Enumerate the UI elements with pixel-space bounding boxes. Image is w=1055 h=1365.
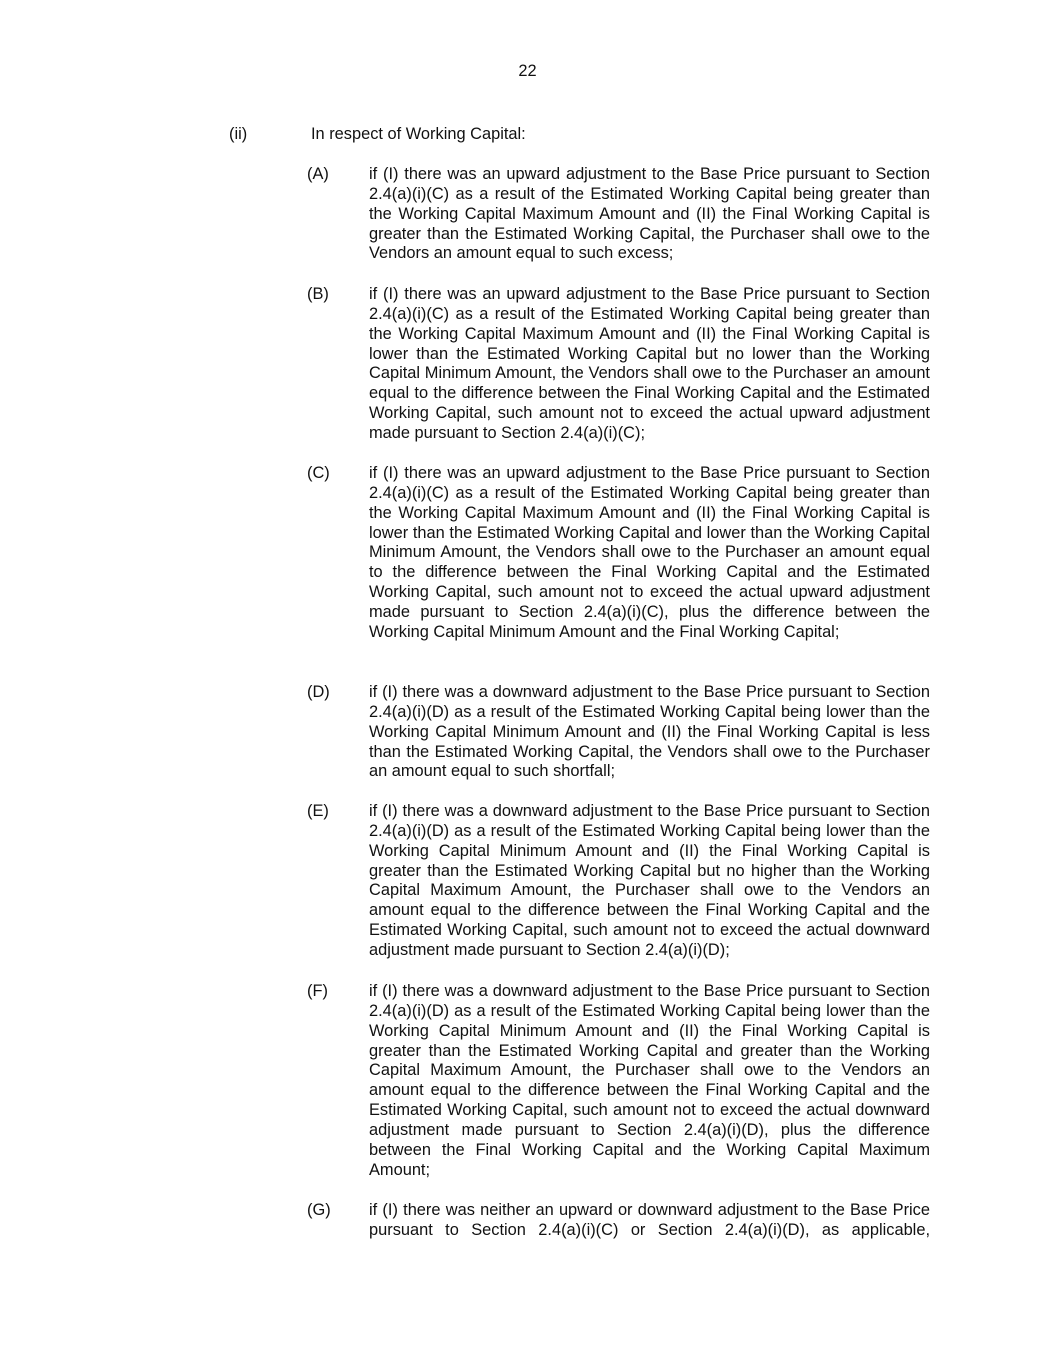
clause-text: if (I) there was a downward adjustment to the Base Price pursuant to Section 2.4(a)(i)(D) as a result of the Estimated Working Capital being lower than the Working Capital Minimum Amount and (II) the Final Working Capital is less than the Estimated Working Capital, the Vendors shall owe to the Purchaser an amount equal to such shortfall; bbox=[369, 683, 930, 781]
section-heading: In respect of Working Capital: bbox=[311, 125, 526, 143]
clause-text: if (I) there was an upward adjustment to the Base Price pursuant to Section 2.4(a)(i)(C) as a result of the Estimated Working Capital being greater than the Working Capital Maximum Amount and (II) the Final Working Capital is lower than the Estimated Working Capital and lower than the Working Capital Minimum Amount, the Vendors shall owe to the Purchaser an amount equal to the difference between the Final Working Capital and the Estimated Working Capital, such amount not to exceed the actual upward adjustment made pursuant to Section 2.4(a)(i)(C), plus the difference between the Working Capital Minimum Amount and the Final Working Capital; bbox=[369, 464, 930, 641]
clause-text: if (I) there was a downward adjustment to the Base Price pursuant to Section 2.4(a)(i)(D) as a result of the Estimated Working Capital being lower than the Working Capital Minimum Amount and (II) the Final Working Capital is greater than the Estimated Working Capital and greater than the Working Capital Maximum Amount, the Purchaser shall owe to the Vendors an amount equal to the difference between the Final Working Capital and the Estimated Working Capital, such amount not to exceed the actual downward adjustment made pursuant to Section 2.4(a)(i)(D), plus the difference between the Final Working Capital and the Working Capital Maximum Amount; bbox=[369, 982, 930, 1179]
clause-label: (G) bbox=[307, 1201, 331, 1219]
section-label: (ii) bbox=[229, 125, 248, 143]
clause-label: (E) bbox=[307, 802, 329, 820]
clause-label: (D) bbox=[307, 683, 330, 701]
clause-text: if (I) there was neither an upward or downward adjustment to the Base Price pursuant to Section 2.4(a)(i)(C) or Section 2.4(a)(i)(D), as applicable, bbox=[369, 1201, 930, 1239]
clause-label: (A) bbox=[307, 165, 329, 183]
page-number: 22 bbox=[518, 62, 537, 80]
clause-label: (B) bbox=[307, 285, 329, 303]
clause-text: if (I) there was an upward adjustment to the Base Price pursuant to Section 2.4(a)(i)(C) as a result of the Estimated Working Capital being greater than the Working Capital Maximum Amount and (II) the Final Working Capital is lower than the Estimated Working Capital but no lower than the Working Capital Minimum Amount, the Vendors shall owe to the Purchaser an amount equal to the difference between the Final Working Capital and the Estimated Working Capital, such amount not to exceed the actual upward adjustment made pursuant to Section 2.4(a)(i)(C); bbox=[369, 285, 930, 442]
clause-label: (C) bbox=[307, 464, 330, 482]
clause-label: (F) bbox=[307, 982, 328, 1000]
clause-text: if (I) there was a downward adjustment to the Base Price pursuant to Section 2.4(a)(i)(D) as a result of the Estimated Working Capital being lower than the Working Capital Minimum Amount and (II) the Final Working Capital is greater than the Estimated Working Capital but no higher than the Working Capital Maximum Amount, the Purchaser shall owe to the Vendors an amount equal to the difference between the Final Working Capital and the Estimated Working Capital, such amount not to exceed the actual downward adjustment made pursuant to Section 2.4(a)(i)(D); bbox=[369, 802, 930, 959]
clause-text: if (I) there was an upward adjustment to the Base Price pursuant to Section 2.4(a)(i)(C) as a result of the Estimated Working Capital being greater than the Working Capital Maximum Amount and (II) the Final Working Capital is greater than the Estimated Working Capital, the Purchaser shall owe to the Vendors an amount equal to such excess; bbox=[369, 165, 930, 263]
